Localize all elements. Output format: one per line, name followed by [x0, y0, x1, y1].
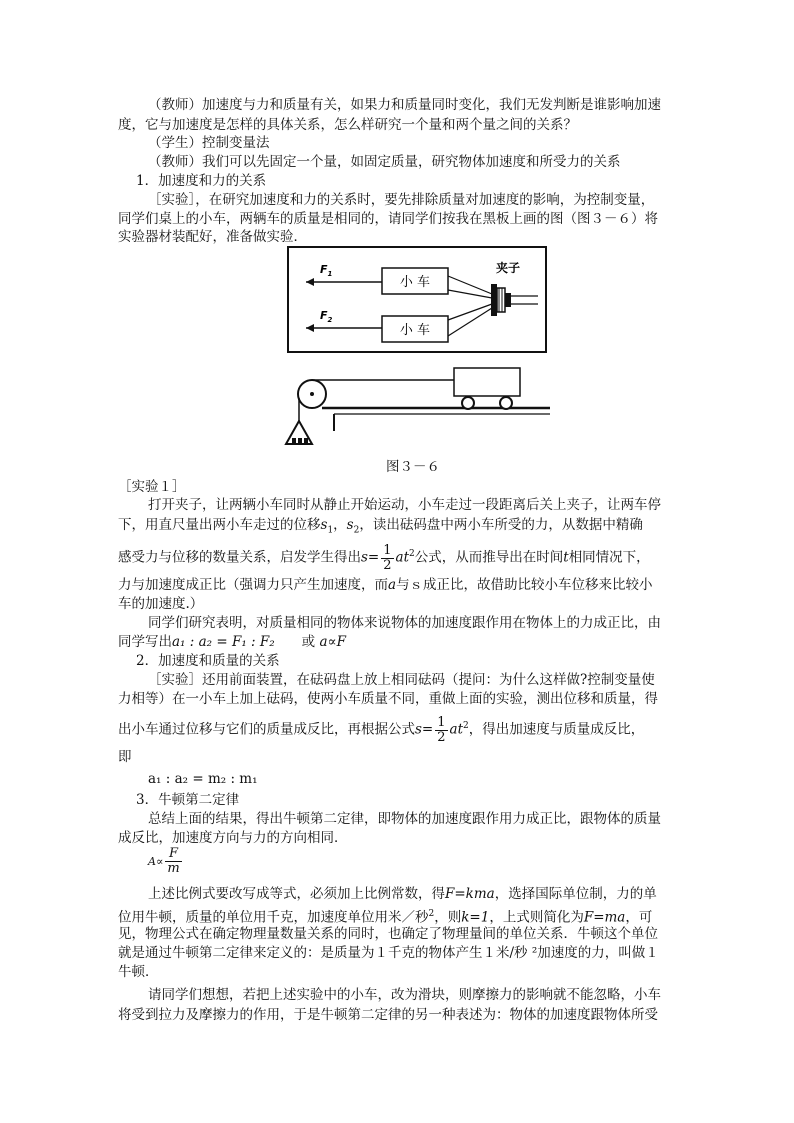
experiment-figure: [282, 246, 552, 456]
text-line: 总结上面的结果，得出牛顿第二定律，即物体的加速度跟作用力成正比，跟物体的质量: [148, 811, 661, 827]
cart-label-2: 小 车: [399, 323, 431, 338]
text-line: 位用牛顿，质量的单位用千克，加速度单位用米／秒$^2$，则k=1，上式则简化为F=ma，可: [118, 909, 653, 926]
equation: A∝ $\frac{F}{m}$: [148, 846, 180, 876]
text-line: 牛顿．: [118, 964, 159, 980]
text-line: 即: [118, 749, 132, 765]
text-line: 度，它与加速度是怎样的具体关系，怎么样研究一个量和两个量之间的关系？: [118, 117, 577, 133]
text-line: （教师）我们可以先固定一个量，如固定质量，研究物体加速度和所受力的关系: [148, 154, 621, 170]
clamp-icon: [491, 284, 538, 316]
text-line: 见，物理公式在确定物理量数量关系的同时，也确定了物理量间的单位关系．牛顿这个单位: [118, 926, 658, 942]
text-line: 同学写出a₁ : a₂ = F₁ : F₂ 或 a∝F: [118, 634, 346, 650]
text-line: （学生）控制变量法: [148, 135, 270, 151]
label-f1: $F_1$: [320, 263, 333, 278]
cart-label-1: 小 车: [399, 275, 431, 290]
text-line: 力与加速度成正比（强调力只产生加速度，而a与ｓ成正比，故借助比较小车位移来比较小: [118, 577, 653, 593]
text-line: 出小车通过位移与它们的质量成反比，再根据公式s= $\frac{1}{2}$ $at^2$，得出加速度与质量成反比，: [118, 714, 645, 745]
arrow-head-icon: [306, 278, 314, 286]
text-line: ［实验］还用前面装置，在砝码盘上放上相同砝码（提问：为什么这样做?控制变量使: [148, 672, 655, 688]
text-line: 成反比，加速度方向与力的方向相同．: [118, 830, 348, 846]
text-line: ［实验１］: [118, 479, 186, 495]
text-line: 将受到拉力及摩擦力的作用，于是牛顿第二定律的另一种表述为：物体的加速度跟物体所受: [118, 1007, 658, 1023]
text-line: 请同学们想想，若把上述实验中的小车，改为滑块，则摩擦力的影响就不能忽略，小车: [148, 987, 661, 1003]
section-heading: 3．牛顿第二定律: [136, 792, 240, 808]
text-line: 就是通过牛顿第二定律来定义的：是质量为１千克的物体产生１米/秒 ²加速度的力，叫做１: [118, 945, 659, 961]
text-line: 实验器材装配好，准备做实验．: [118, 229, 307, 245]
text-line: 同学们研究表明，对质量相同的物体来说物体的加速度跟作用在物体上的力成正比，由: [148, 615, 661, 631]
text-line: 力相等）在一小车上加上砝码，使两小车质量不同，重做上面的实验，测出位移和质量，得: [118, 691, 658, 707]
section-heading: 2．加速度和质量的关系: [136, 653, 280, 669]
text-line: 感受力与位移的数量关系，启发学生得出s= $\frac{1}{2}$ $at^2$公式，从而推导出在时间t相同情况下，: [118, 542, 650, 573]
figure-caption: 图３－６: [386, 459, 440, 475]
cart-side-icon: [454, 368, 520, 396]
text-line: ［实验］，在研究加速度和力的关系时，要先排除质量对加速度的影响，为控制变量，: [148, 192, 655, 208]
text-line: 车的加速度.）: [118, 596, 204, 612]
arrow-head-icon: [306, 324, 314, 332]
text-line: 打开夹子，让两辆小车同时从静止开始运动，小车走过一段距离后关上夹子，让两车停: [148, 497, 661, 513]
text-line: 上述比例式要改写成等式，必须加上比例常数，得F=kma，选择国际单位制，力的单: [148, 886, 657, 902]
text-line: 下，用直尺量出两小车走过的位移$s_1$，$s_2$，读出砝码盘中两小车所受的力，从数据中精确: [118, 517, 643, 536]
section-heading: 1．加速度和力的关系: [136, 173, 267, 189]
label-f2: $F_2$: [320, 309, 333, 324]
text-line: （教师）加速度与力和质量有关，如果力和质量同时变化，我们无发判断是谁影响加速: [148, 97, 661, 113]
text-line: 同学们桌上的小车，两辆车的质量是相同的，请同学们按我在黑板上画的图（图３－６）将: [118, 211, 658, 227]
clamp-label: 夹子: [495, 261, 521, 275]
equation: a₁ : a₂ = m₂ : m₁: [148, 771, 258, 787]
